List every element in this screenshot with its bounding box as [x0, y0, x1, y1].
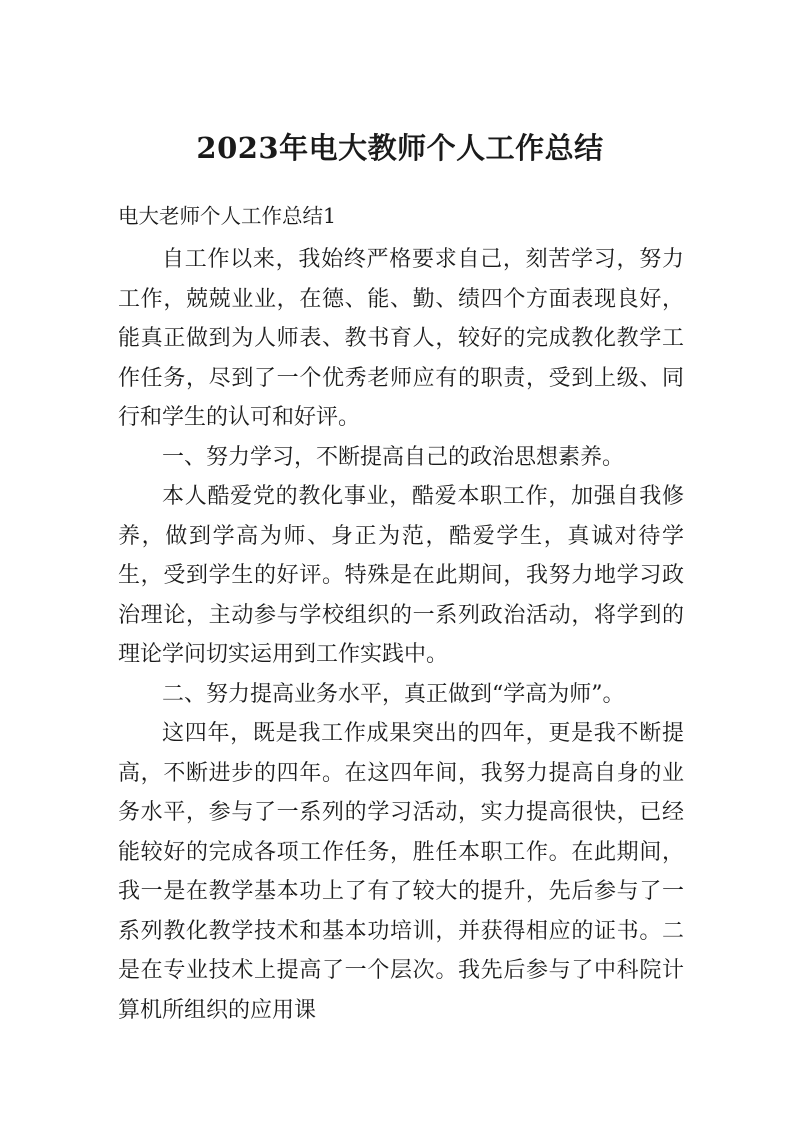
paragraph-section-2: 这四年，既是我工作成果突出的四年，更是我不断提高，不断进步的四年。在这四年间，我努力提高自身的业务水平，参与了一系列的学习活动，实力提高很快，已经能较好的完成各项工作任务，胜任本职工作。在此期间，我一是在教学基本功上了有了较大的提升，先后参与了一系列教化教学技术和基本功培训，并获得相应的证书。二是在专业技术上提高了一个层次。我先后参与了中科院计算机所组织的应用课 — [118, 721, 684, 1023]
document-body — [118, 240, 684, 1030]
section-heading-1: 一、努力学习，不断提高自己的政治思想素养。 — [162, 444, 625, 470]
paragraph-intro: 自工作以来，我始终严格要求自己，刻苦学习，努力工作，兢兢业业，在德、能、勤、绩四个方面表现良好，能真正做到为人师表、教书育人，较好的完成教化教学工作任务，尽到了一个优秀老师应有的职责，受到上级、同行和学生的认可和好评。 — [118, 247, 684, 430]
document-subtitle: 电大老师个人工作总结1 — [118, 204, 337, 228]
document-title: 2023年电大教师个人工作总结 — [196, 131, 604, 165]
section-heading-2: 二、努力提高业务水平，真正做到“学高为师”。 — [162, 681, 625, 707]
paragraph-section-1: 本人酷爱党的教化事业，酷爱本职工作，加强自我修养，做到学高为师、身正为范，酷爱学生，真诚对待学生，受到学生的好评。特殊是在此期间，我努力地学习政治理论，主动参与学校组织的一系列政治活动，将学到的理论学问切实运用到工作实践中。 — [118, 484, 684, 667]
